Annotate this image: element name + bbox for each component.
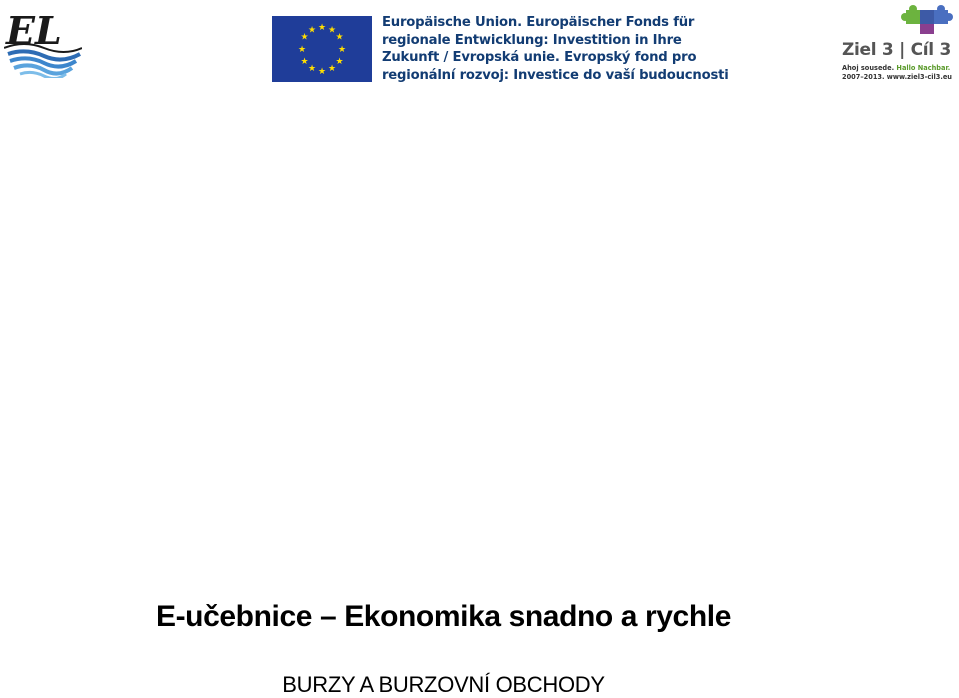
eu-text-line: regionale Entwicklung: Investition in Ihre [382, 32, 682, 48]
svg-text:★: ★ [300, 57, 309, 67]
svg-text:★: ★ [327, 25, 337, 36]
ziel3-subtitle [842, 64, 952, 81]
svg-text:★: ★ [297, 45, 307, 55]
el-logo [4, 4, 82, 78]
page-subtitle: BURZY A BURZOVNÍ OBCHODY [282, 672, 605, 697]
eu-text-line: Europäische Union. Europäischer Fonds für [382, 15, 695, 30]
svg-text:★: ★ [317, 67, 327, 77]
eu-funding-text [382, 14, 729, 84]
eu-flag [272, 16, 372, 82]
el-logo-letters: EL [6, 8, 62, 53]
puzzle-icon [900, 4, 954, 36]
eu-flag-icon [272, 16, 372, 82]
svg-text:★: ★ [317, 23, 327, 33]
eu-text-line: Zukunft / Evropská unie. Evropský fond pro [382, 50, 697, 65]
svg-text:★: ★ [307, 64, 317, 74]
ziel3-line2: 2007–2013. www.ziel3-cil3.eu [842, 72, 953, 81]
svg-text:★: ★ [327, 64, 337, 74]
svg-text:★: ★ [300, 32, 309, 43]
ziel3-line1-cz: Ahoj sousede. [842, 64, 897, 72]
svg-text:★: ★ [307, 25, 317, 36]
page-title: E-učebnice – Ekonomika snadno a rychle [155, 600, 731, 633]
svg-text:★: ★ [335, 32, 344, 43]
el-logo-icon [4, 4, 82, 78]
ziel3-line1-de: Hallo Nachbar. [896, 64, 951, 72]
ziel3-title: Ziel 3 | Cíl 3 [842, 40, 951, 60]
svg-text:★: ★ [335, 57, 344, 67]
ziel3-logo [838, 4, 954, 84]
eu-text-line: regionální rozvoj: Investice do vaší budoucnosti [382, 67, 729, 83]
svg-text:★: ★ [337, 45, 347, 55]
